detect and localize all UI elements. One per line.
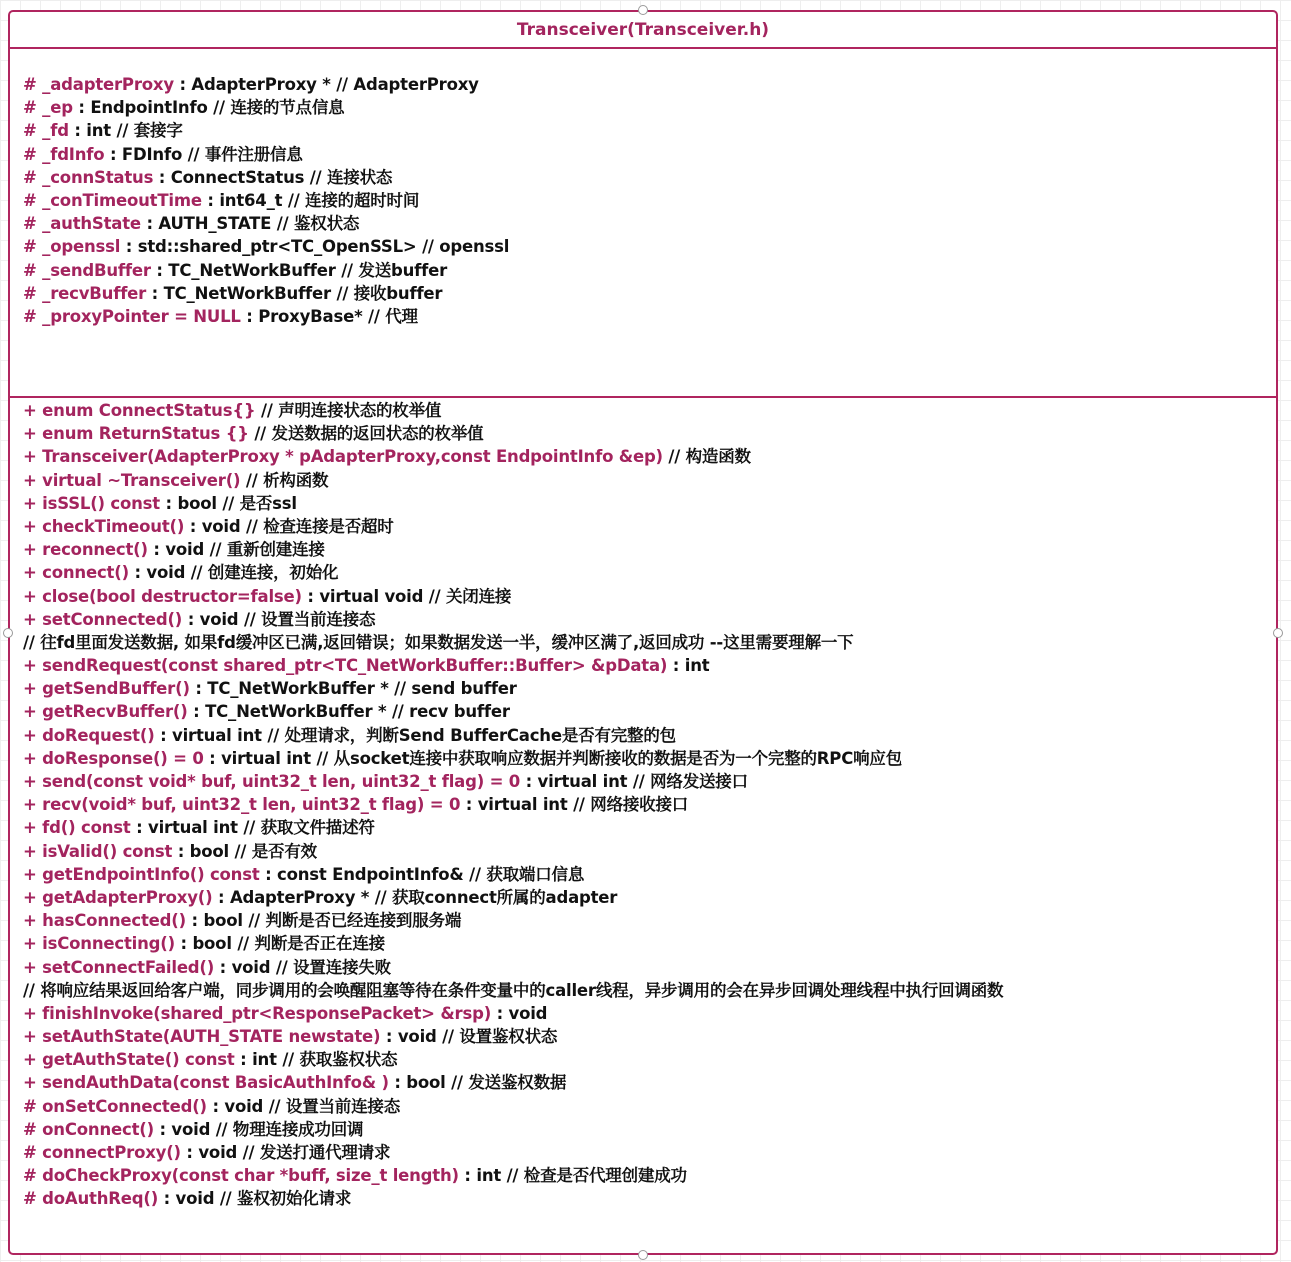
member-name: setConnected() xyxy=(42,609,183,629)
member-name: _sendBuffer xyxy=(42,260,151,280)
member-name: _recvBuffer xyxy=(42,283,147,303)
member-detail: : virtual int // 网络发送接口 xyxy=(520,772,748,791)
operation-row xyxy=(23,932,1268,955)
member-detail: : virtual int // 网络接收接口 xyxy=(460,795,689,815)
operation-row xyxy=(23,1048,1268,1071)
attribute-row xyxy=(23,282,1268,305)
visibility-marker: + xyxy=(23,725,43,745)
member-detail: : bool // 判断是否正在连接 xyxy=(174,934,385,954)
operation-row xyxy=(23,793,1268,816)
member-name: checkTimeout() xyxy=(42,516,185,536)
member-detail: : virtual int // 处理请求，判断Send BufferCache是否有完整的包 xyxy=(154,725,676,745)
operation-row xyxy=(23,445,1268,468)
member-detail: : void // 发送打通代理请求 xyxy=(180,1143,391,1162)
visibility-marker: # xyxy=(23,144,43,164)
class-title xyxy=(10,12,1276,49)
member-detail: : AdapterProxy * // AdapterProxy xyxy=(173,75,479,94)
visibility-marker: # xyxy=(23,1119,43,1139)
member-detail: : TC_NetWorkBuffer // 发送buffer xyxy=(150,260,448,280)
member-detail: // 往fd里面发送数据, 如果fd缓冲区已满,返回错误；如果数据发送一半，缓冲区满了,返回成功 --这里需要理解一下 xyxy=(23,632,854,652)
visibility-marker: # xyxy=(23,306,43,326)
visibility-marker: + xyxy=(23,1050,43,1070)
operation-row xyxy=(23,1002,1268,1025)
member-detail: // 析构函数 xyxy=(240,470,329,490)
member-detail: : const EndpointInfo& // 获取端口信息 xyxy=(259,864,585,884)
operation-row xyxy=(23,1141,1268,1164)
member-name: reconnect() xyxy=(42,540,148,560)
operation-row xyxy=(23,1025,1268,1048)
member-name: isValid() const xyxy=(42,841,173,861)
right-connection-handle[interactable] xyxy=(1273,628,1283,638)
attribute-row xyxy=(23,96,1268,119)
member-detail: : bool // 是否有效 xyxy=(172,841,317,861)
visibility-marker: + xyxy=(23,864,43,884)
visibility-marker: # xyxy=(23,75,43,94)
operation-row xyxy=(23,1071,1268,1094)
operation-row xyxy=(23,515,1268,538)
operation-row xyxy=(23,956,1268,979)
attribute-list xyxy=(23,73,1268,328)
member-name: onSetConnected() xyxy=(42,1096,207,1116)
operation-row xyxy=(23,1164,1268,1187)
member-name: _adapterProxy xyxy=(42,75,174,94)
member-name: onConnect() xyxy=(42,1119,154,1139)
member-detail: : void // 创建连接，初始化 xyxy=(128,563,339,583)
operation-row xyxy=(23,863,1268,886)
visibility-marker: # xyxy=(23,190,43,210)
visibility-marker: # xyxy=(23,121,43,141)
class-title-text: Transceiver(Transceiver.h) xyxy=(516,19,770,40)
operation-row xyxy=(23,886,1268,909)
member-name: _fd xyxy=(42,121,69,141)
member-name: doCheckProxy(const char *buff, size_t length) xyxy=(42,1166,459,1186)
member-name: isSSL() const xyxy=(42,493,160,513)
member-name: doResponse() = 0 xyxy=(42,748,204,768)
member-name: _connStatus xyxy=(42,167,154,187)
member-name: virtual ~Transceiver() xyxy=(42,470,241,490)
visibility-marker: # xyxy=(23,98,43,118)
operation-row xyxy=(23,561,1268,584)
member-detail: : void // 鉴权初始化请求 xyxy=(158,1189,352,1209)
member-detail: : void xyxy=(491,1003,548,1023)
member-detail: : TC_NetWorkBuffer // 接收buffer xyxy=(146,283,443,303)
visibility-marker: + xyxy=(23,1073,43,1093)
member-name: _fdInfo xyxy=(42,144,105,164)
member-detail: : int // 套接字 xyxy=(68,121,183,141)
member-name: hasConnected() xyxy=(42,911,186,931)
visibility-marker: + xyxy=(23,609,43,629)
operation-row xyxy=(23,631,1268,654)
member-detail: : void // 检查连接是否超时 xyxy=(184,516,394,536)
left-connection-handle[interactable] xyxy=(3,628,13,638)
member-detail: : TC_NetWorkBuffer * // send buffer xyxy=(189,679,517,699)
visibility-marker: + xyxy=(23,748,43,768)
attribute-row xyxy=(23,235,1268,258)
uml-class-box[interactable] xyxy=(8,10,1278,1255)
attribute-row xyxy=(23,119,1268,142)
member-name: _authState xyxy=(42,214,141,234)
member-detail: : void // 设置当前连接态 xyxy=(206,1096,400,1116)
member-name: sendRequest(const shared_ptr<TC_NetWorkBuffer::Buffer> &pData) xyxy=(42,656,668,676)
visibility-marker: + xyxy=(23,702,43,722)
member-detail: : void // 重新创建连接 xyxy=(147,540,325,560)
member-detail: : TC_NetWorkBuffer * // recv buffer xyxy=(187,702,510,722)
visibility-marker: + xyxy=(23,656,43,676)
visibility-marker: + xyxy=(23,424,43,444)
attribute-row xyxy=(23,259,1268,282)
member-name: doAuthReq() xyxy=(42,1189,159,1209)
member-name: _openssl xyxy=(42,237,121,257)
visibility-marker: + xyxy=(23,470,43,490)
visibility-marker: # xyxy=(23,214,43,234)
member-name: getEndpointInfo() const xyxy=(42,864,260,884)
visibility-marker: + xyxy=(23,563,43,583)
visibility-marker: + xyxy=(23,540,43,560)
visibility-marker: + xyxy=(23,493,43,513)
member-name: _proxyPointer = NULL xyxy=(42,306,241,326)
visibility-marker: # xyxy=(23,1166,43,1186)
member-detail: : virtual void // 关闭连接 xyxy=(301,586,512,606)
visibility-marker: # xyxy=(23,1096,43,1116)
visibility-marker: + xyxy=(23,911,43,931)
operation-row xyxy=(23,747,1268,770)
visibility-marker: + xyxy=(23,447,43,467)
member-detail: : std::shared_ptr<TC_OpenSSL> // openssl xyxy=(120,237,510,257)
member-name: setAuthState(AUTH_STATE newstate) xyxy=(42,1027,381,1047)
member-name: enum ConnectStatus{} xyxy=(42,401,256,420)
member-detail: // 将响应结果返回给客户端，同步调用的会唤醒阻塞等待在条件变量中的caller线程，异步调用的会在异步回调处理线程中执行回调函数 xyxy=(23,980,1004,1000)
visibility-marker: + xyxy=(23,586,43,606)
member-detail: : bool // 判断是否已经连接到服务端 xyxy=(185,911,462,931)
member-detail: : ConnectStatus // 连接状态 xyxy=(153,167,393,187)
visibility-marker: # xyxy=(23,1189,43,1209)
operation-row xyxy=(23,1118,1268,1141)
member-detail: : int64_t // 连接的超时时间 xyxy=(201,190,420,210)
visibility-marker: + xyxy=(23,818,43,838)
visibility-marker: + xyxy=(23,934,43,954)
visibility-marker: # xyxy=(23,167,43,187)
visibility-marker: # xyxy=(23,283,43,303)
member-detail: : EndpointInfo // 连接的节点信息 xyxy=(72,98,345,118)
visibility-marker: + xyxy=(23,887,43,907)
member-name: sendAuthData(const BasicAuthInfo& ) xyxy=(42,1073,389,1093)
member-detail: : void // 设置当前连接态 xyxy=(182,609,376,629)
member-detail: // 声明连接状态的枚举值 xyxy=(255,401,442,420)
member-name: setConnectFailed() xyxy=(42,957,215,977)
member-name: enum ReturnStatus {} xyxy=(42,424,249,444)
attribute-row xyxy=(23,143,1268,166)
operation-row xyxy=(23,677,1268,700)
member-name: getRecvBuffer() xyxy=(42,702,188,722)
operations-compartment xyxy=(10,398,1276,1253)
visibility-marker: # xyxy=(23,237,43,257)
visibility-marker: + xyxy=(23,1027,43,1047)
member-detail: : AdapterProxy * // 获取connect所属的adapter xyxy=(212,887,618,907)
operation-row xyxy=(23,1095,1268,1118)
member-name: connect() xyxy=(42,563,129,583)
attribute-row xyxy=(23,212,1268,235)
member-detail: // 构造函数 xyxy=(662,447,751,467)
operation-row xyxy=(23,816,1268,839)
operation-list xyxy=(23,399,1268,1211)
operation-row xyxy=(23,422,1268,445)
member-name: finishInvoke(shared_ptr<ResponsePacket> &rsp) xyxy=(42,1003,492,1023)
member-name: _ep xyxy=(42,98,73,118)
visibility-marker: + xyxy=(23,772,43,791)
attribute-row xyxy=(23,189,1268,212)
member-detail: : bool // 是否ssl xyxy=(160,493,297,513)
attribute-row xyxy=(23,305,1268,328)
member-name: isConnecting() xyxy=(42,934,175,954)
visibility-marker: + xyxy=(23,516,43,536)
member-detail: : virtual int // 从socket连接中获取响应数据并判断接收的数据是否为一个完整的RPC响应包 xyxy=(203,748,903,768)
member-detail: : virtual int // 获取文件描述符 xyxy=(130,818,375,838)
member-name: send(const void* buf, uint32_t len, uint32_t flag) = 0 xyxy=(42,772,521,791)
operation-row xyxy=(23,979,1268,1002)
member-detail: : void // 设置连接失败 xyxy=(214,957,391,977)
operation-row xyxy=(23,492,1268,515)
operation-row xyxy=(23,1187,1268,1210)
member-name: Transceiver(AdapterProxy * pAdapterProxy,const EndpointInfo &ep) xyxy=(42,447,663,467)
member-name: _conTimeoutTime xyxy=(42,190,202,210)
member-detail: : bool // 发送鉴权数据 xyxy=(388,1073,567,1093)
member-detail: : void // 物理连接成功回调 xyxy=(153,1119,364,1139)
operation-row xyxy=(23,469,1268,492)
operation-row xyxy=(23,840,1268,863)
operation-row xyxy=(23,700,1268,723)
visibility-marker: + xyxy=(23,401,43,420)
visibility-marker: + xyxy=(23,795,43,815)
visibility-marker: # xyxy=(23,260,43,280)
attribute-row xyxy=(23,73,1268,96)
operation-row xyxy=(23,608,1268,631)
member-name: fd() const xyxy=(42,818,131,838)
visibility-marker: + xyxy=(23,1003,43,1023)
member-detail: : ProxyBase* // 代理 xyxy=(240,306,418,326)
member-detail: : FDInfo // 事件注册信息 xyxy=(104,144,303,164)
member-name: doRequest() xyxy=(42,725,155,745)
member-detail: : int // 检查是否代理创建成功 xyxy=(458,1166,687,1186)
operation-row xyxy=(23,399,1268,422)
member-name: recv(void* buf, uint32_t len, uint32_t flag) = 0 xyxy=(42,795,461,815)
attribute-row xyxy=(23,166,1268,189)
operation-row xyxy=(23,538,1268,561)
member-name: close(bool destructor=false) xyxy=(42,586,302,606)
member-detail: : void // 设置鉴权状态 xyxy=(380,1027,558,1047)
bottom-connection-handle[interactable] xyxy=(638,1250,648,1260)
member-name: connectProxy() xyxy=(42,1143,181,1162)
member-name: getAdapterProxy() xyxy=(42,887,213,907)
member-detail: : int xyxy=(667,656,710,676)
attributes-compartment xyxy=(10,49,1276,398)
operation-row xyxy=(23,585,1268,608)
operation-row xyxy=(23,770,1268,793)
member-detail: : int // 获取鉴权状态 xyxy=(234,1050,398,1070)
operation-row xyxy=(23,724,1268,747)
visibility-marker: + xyxy=(23,841,43,861)
operation-row xyxy=(23,654,1268,677)
visibility-marker: + xyxy=(23,957,43,977)
visibility-marker: + xyxy=(23,679,43,699)
member-name: getSendBuffer() xyxy=(42,679,190,699)
top-connection-handle[interactable] xyxy=(638,5,648,15)
member-name: getAuthState() const xyxy=(42,1050,235,1070)
member-detail: // 发送数据的返回状态的枚举值 xyxy=(248,424,484,444)
visibility-marker: # xyxy=(23,1143,43,1162)
operation-row xyxy=(23,909,1268,932)
member-detail: : AUTH_STATE // 鉴权状态 xyxy=(140,214,360,234)
